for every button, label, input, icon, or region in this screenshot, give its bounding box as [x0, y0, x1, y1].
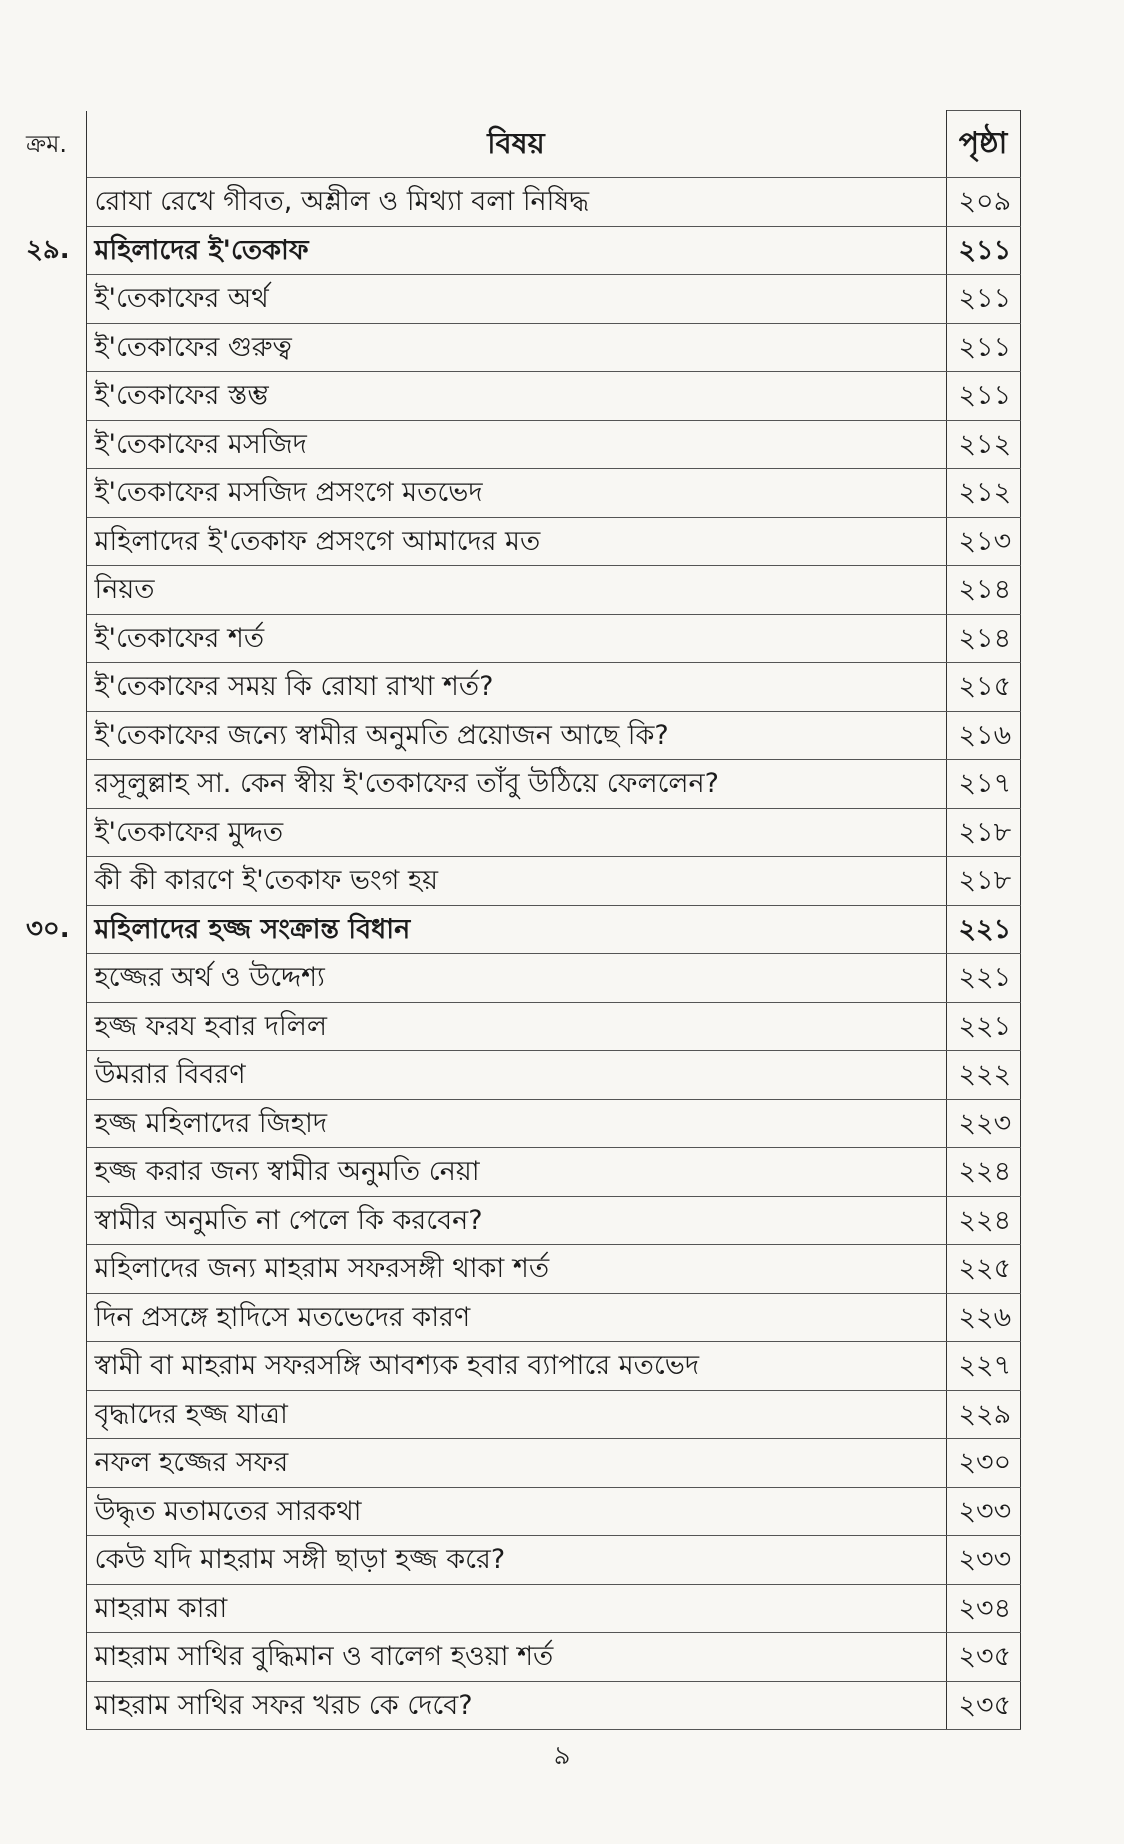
row-topic: হজ্জের অর্থ ও উদ্দেশ্য [86, 954, 946, 1003]
row-topic: রোযা রেখে গীবত, অশ্লীল ও মিথ্যা বলা নিষিদ্ধ [86, 178, 946, 227]
table-row [22, 275, 1020, 324]
row-topic: কী কী কারণে ই'তেকাফ ভংগ হয় [86, 857, 946, 906]
row-topic: বৃদ্ধাদের হজ্জ যাত্রা [86, 1390, 946, 1439]
row-topic: হজ্জ মহিলাদের জিহাদ [86, 1099, 946, 1148]
row-page: ২৩৫ [946, 1633, 1020, 1682]
table-row [22, 1099, 1020, 1148]
table-row [22, 663, 1020, 712]
row-serial [22, 517, 86, 566]
row-serial [22, 1051, 86, 1100]
table-row [22, 1051, 1020, 1100]
page-number: ৯ [553, 1741, 571, 1771]
table-row [22, 857, 1020, 906]
row-page: ২২১ [946, 954, 1020, 1003]
row-page: ২১১ [946, 226, 1020, 275]
row-serial [22, 663, 86, 712]
row-serial [22, 420, 86, 469]
row-serial [22, 614, 86, 663]
row-topic: মহিলাদের হজ্জ সংক্রান্ত বিধান [86, 905, 946, 954]
row-page: ২১২ [946, 420, 1020, 469]
table-row [22, 517, 1020, 566]
row-page: ২৩৩ [946, 1487, 1020, 1536]
table-row [22, 1148, 1020, 1197]
contents-table [22, 110, 1021, 1730]
row-topic: মহিলাদের জন্য মাহরাম সফরসঙ্গী থাকা শর্ত [86, 1245, 946, 1294]
row-serial [22, 469, 86, 518]
row-serial [22, 711, 86, 760]
row-page: ২১৭ [946, 760, 1020, 809]
row-topic: মাহরাম সাথির বুদ্ধিমান ও বালেগ হওয়া শর্ত [86, 1633, 946, 1682]
table-row [22, 178, 1020, 227]
table-row [22, 1487, 1020, 1536]
table-row [22, 954, 1020, 1003]
table-row [22, 1584, 1020, 1633]
row-page: ২১৮ [946, 857, 1020, 906]
row-serial [22, 1002, 86, 1051]
header-page: পৃষ্ঠা [946, 111, 1020, 178]
table-row [22, 760, 1020, 809]
row-page: ২১৩ [946, 517, 1020, 566]
row-page: ২২৬ [946, 1293, 1020, 1342]
row-serial [22, 954, 86, 1003]
table-row [22, 372, 1020, 421]
row-serial [22, 1681, 86, 1730]
row-serial [22, 760, 86, 809]
row-topic: কেউ যদি মাহরাম সঙ্গী ছাড়া হজ্জ করে? [86, 1536, 946, 1585]
row-page: ২১৫ [946, 663, 1020, 712]
row-page: ২১৪ [946, 614, 1020, 663]
row-serial [22, 178, 86, 227]
contents-body [22, 178, 1020, 1730]
row-serial [22, 372, 86, 421]
row-serial [22, 808, 86, 857]
row-page: ২১৮ [946, 808, 1020, 857]
table-row [22, 905, 1020, 954]
table-row [22, 1245, 1020, 1294]
table-row [22, 1390, 1020, 1439]
row-serial [22, 1390, 86, 1439]
row-page: ২২২ [946, 1051, 1020, 1100]
row-topic: ই'তেকাফের মসজিদ [86, 420, 946, 469]
row-page: ২১৬ [946, 711, 1020, 760]
row-serial [22, 1293, 86, 1342]
row-serial: ৩০. [22, 905, 86, 954]
row-topic: ই'তেকাফের শর্ত [86, 614, 946, 663]
row-topic: মাহরাম সাথির সফর খরচ কে দেবে? [86, 1681, 946, 1730]
table-row [22, 323, 1020, 372]
row-topic: ই'তেকাফের স্তম্ভ [86, 372, 946, 421]
row-page: ২১১ [946, 275, 1020, 324]
header-serial: ক্রম. [22, 111, 86, 178]
table-row [22, 566, 1020, 615]
row-serial [22, 323, 86, 372]
row-serial [22, 1148, 86, 1197]
row-topic: ই'তেকাফের অর্থ [86, 275, 946, 324]
row-page: ২১১ [946, 372, 1020, 421]
table-row [22, 808, 1020, 857]
table-row [22, 1293, 1020, 1342]
row-topic: ই'তেকাফের মুদ্দত [86, 808, 946, 857]
row-page: ২২১ [946, 905, 1020, 954]
row-page: ২২৪ [946, 1148, 1020, 1197]
table-row [22, 1002, 1020, 1051]
table-row [22, 1439, 1020, 1488]
table-row [22, 1196, 1020, 1245]
row-topic: হজ্জ করার জন্য স্বামীর অনুমতি নেয়া [86, 1148, 946, 1197]
row-page: ২১৪ [946, 566, 1020, 615]
row-serial [22, 1536, 86, 1585]
row-serial [22, 857, 86, 906]
row-topic: হজ্জ ফরয হবার দলিল [86, 1002, 946, 1051]
row-topic: ই'তেকাফের জন্যে স্বামীর অনুমতি প্রয়োজন আছে কি? [86, 711, 946, 760]
row-serial [22, 1584, 86, 1633]
row-topic: স্বামী বা মাহরাম সফরসঙ্গি আবশ্যক হবার ব্যাপারে মতভেদ [86, 1342, 946, 1391]
row-topic: স্বামীর অনুমতি না পেলে কি করবেন? [86, 1196, 946, 1245]
header-topic: বিষয় [86, 111, 946, 178]
row-page: ২১২ [946, 469, 1020, 518]
row-serial [22, 566, 86, 615]
row-serial: ২৯. [22, 226, 86, 275]
table-row [22, 711, 1020, 760]
row-page: ২১১ [946, 323, 1020, 372]
row-page: ২০৯ [946, 178, 1020, 227]
row-serial [22, 1439, 86, 1488]
row-topic: নফল হজ্জের সফর [86, 1439, 946, 1488]
row-topic: মহিলাদের ই'তেকাফ [86, 226, 946, 275]
row-topic: উদ্ধৃত মতামতের সারকথা [86, 1487, 946, 1536]
table-row [22, 1633, 1020, 1682]
row-page: ২৩৩ [946, 1536, 1020, 1585]
row-page: ২৩৪ [946, 1584, 1020, 1633]
row-serial [22, 1196, 86, 1245]
row-page: ২২৪ [946, 1196, 1020, 1245]
table-row [22, 1342, 1020, 1391]
table-row [22, 469, 1020, 518]
row-topic: ই'তেকাফের গুরুত্ব [86, 323, 946, 372]
row-topic: রসূলুল্লাহ সা. কেন স্বীয় ই'তেকাফের তাঁবু উঠিয়ে ফেললেন? [86, 760, 946, 809]
row-page: ২২৫ [946, 1245, 1020, 1294]
row-serial [22, 1245, 86, 1294]
row-serial [22, 275, 86, 324]
table-row [22, 226, 1020, 275]
row-page: ২৩৫ [946, 1681, 1020, 1730]
row-topic: নিয়ত [86, 566, 946, 615]
row-topic: ই'তেকাফের মসজিদ প্রসংগে মতভেদ [86, 469, 946, 518]
row-page: ২২১ [946, 1002, 1020, 1051]
row-serial [22, 1099, 86, 1148]
row-serial [22, 1633, 86, 1682]
row-page: ২২৭ [946, 1342, 1020, 1391]
row-serial [22, 1487, 86, 1536]
row-topic: দিন প্রসঙ্গে হাদিসে মতভেদের কারণ [86, 1293, 946, 1342]
row-page: ২২৯ [946, 1390, 1020, 1439]
row-serial [22, 1342, 86, 1391]
table-row [22, 1681, 1020, 1730]
row-page: ২৩০ [946, 1439, 1020, 1488]
row-topic: উমরার বিবরণ [86, 1051, 946, 1100]
row-page: ২২৩ [946, 1099, 1020, 1148]
contents-header-row [22, 111, 1020, 178]
row-topic: মহিলাদের ই'তেকাফ প্রসংগে আমাদের মত [86, 517, 946, 566]
row-topic: মাহরাম কারা [86, 1584, 946, 1633]
row-topic: ই'তেকাফের সময় কি রোযা রাখা শর্ত? [86, 663, 946, 712]
table-row [22, 1536, 1020, 1585]
table-row [22, 420, 1020, 469]
table-row [22, 614, 1020, 663]
